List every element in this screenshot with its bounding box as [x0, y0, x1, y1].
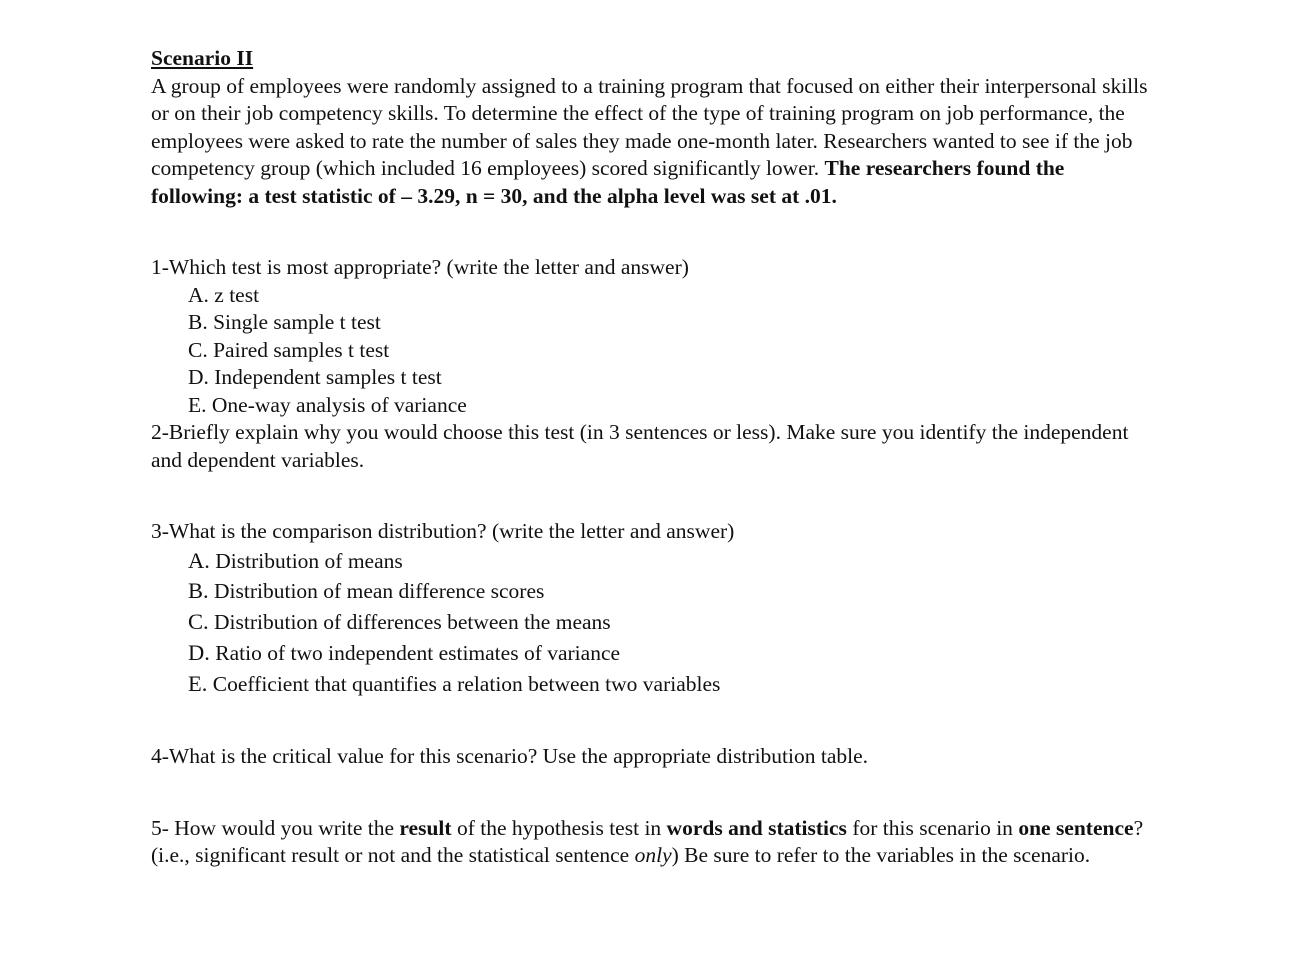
question-2-prompt: 2-Briefly explain why you would choose this test (in 3 sentences or less). Make sure you identify the independent and dependent variables. [151, 420, 1129, 472]
question-1-option-d: D. Independent samples t test [188, 365, 442, 389]
spacer [151, 699, 1151, 743]
q5-text-1: 5- How would you write the [151, 815, 400, 840]
option-letter: D. [188, 639, 210, 665]
question-1-option-e: E. One-way analysis of variance [188, 392, 467, 417]
scenario-title: Scenario II [151, 46, 254, 70]
option-text: Distribution of mean difference scores [214, 579, 545, 604]
question-1-option-b: B. Single sample t test [188, 310, 381, 334]
q5-bold-result: result [399, 815, 452, 840]
question-1-prompt: 1-Which test is most appropriate? (write the letter and answer) [151, 255, 689, 279]
question-3-option-e [151, 669, 1151, 700]
question-3-option-d [151, 638, 1151, 669]
question-1-option-a: A. z test [188, 282, 260, 307]
option-text: Ratio of two independent estimates of variance [215, 640, 621, 665]
question-1-options [151, 282, 1151, 420]
option-text: Coefficient that quantifies a relation between two variables [212, 671, 721, 696]
q5-text-2: of the hypothesis test in [451, 815, 667, 840]
scenario-description [151, 73, 1151, 211]
question-4-prompt: 4-What is the critical value for this scenario? Use the appropriate distribution table. [151, 744, 869, 769]
q5-italic-only: only [634, 843, 672, 868]
q5-text-4: ? (i.e., significant result or not and the statistical sentence [151, 815, 1144, 868]
question-3-option-c [151, 607, 1151, 638]
q5-text-5: ) Be sure to refer to the variables in the scenario. [671, 843, 1091, 868]
option-letter: C. [188, 609, 209, 635]
option-letter: E. [188, 670, 208, 696]
question-3-option-a [151, 546, 1151, 577]
q5-text-3: for this scenario in [846, 815, 1019, 840]
option-letter: A. [188, 547, 210, 573]
option-letter: B. [188, 578, 209, 604]
q5-bold-words-and-statistics: words and statistics [666, 815, 847, 840]
spacer [151, 210, 1151, 254]
option-text: Distribution of differences between the means [214, 610, 611, 635]
question-3-options [151, 546, 1151, 700]
question-1-option-c: C. Paired samples t test [188, 337, 390, 362]
question-5-prompt [151, 815, 1151, 870]
option-text: Distribution of means [215, 548, 403, 573]
question-3-option-b [151, 576, 1151, 607]
spacer [151, 771, 1151, 815]
spacer [151, 474, 1151, 518]
q5-bold-one-sentence: one sentence [1018, 815, 1134, 840]
question-3-prompt: 3-What is the comparison distribution? (write the letter and answer) [151, 519, 735, 543]
document-page [151, 45, 1151, 870]
scenario-text: A group of employees were randomly assigned to a training program that focused on either their interpersonal skills or on their job competency skills. To determine the effect of the type of training program on job performance, the employees were asked to rate the number of sales they made one-month later. Researchers wanted to see if the job competency group (which included 16 employees) scored significantly lower. [151, 73, 1148, 180]
scenario-findings: The researchers found the following: a test statistic of – 3.29, n = 30, and the alpha level was set at .01. [151, 156, 1065, 208]
